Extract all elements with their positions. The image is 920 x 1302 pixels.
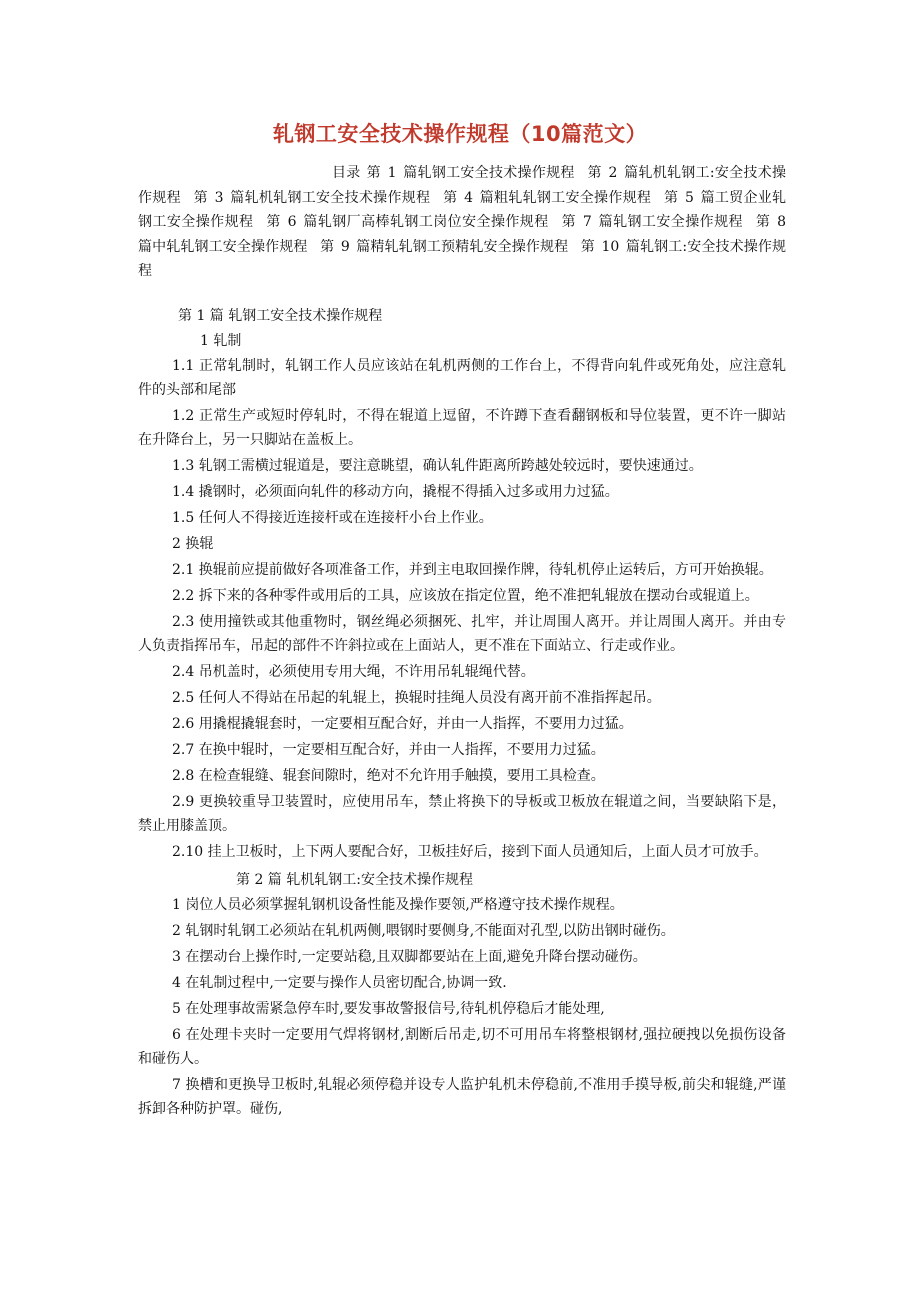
paragraph: 1.3 轧钢工需横过辊道是，要注意眺望，确认轧件距离所跨越处较远时，要快速通过。 [172, 458, 703, 474]
toc-entry-8: 第 8 篇中轧轧钢工安全操作规程 [138, 214, 787, 255]
paragraph: 7 换槽和更换导卫板时,轧辊必须停稳并设专人监护轧机未停稳前,不准用手摸导板,前尖和辊缝,严谨拆卸各种防护罩。碰伤, [138, 1077, 786, 1117]
toc-entry-10: 第 10 篇轧钢工:安全技术操作规程 [138, 238, 786, 279]
paragraph: 2 轧钢时轧钢工必须站在轧机两侧,喂钢时要侧身,不能面对孔型,以防出钢时碰伤。 [172, 923, 675, 939]
paragraph: 2.9 更换较重导卫装置时，应使用吊车，禁止将换下的导板或卫板放在辊道之间，当要缺陷下是，禁止用膝盖顶。 [138, 794, 786, 834]
table-of-contents [138, 161, 786, 284]
paragraph: 2.10 挂上卫板时，上下两人要配合好，卫板挂好后，接到下面人员通知后，上面人员才可放手。 [172, 844, 768, 860]
chapter-2-heading: 第 2 篇 轧机轧钢工:安全技术操作规程 [236, 872, 473, 888]
toc-entry-6: 第 6 篇轧钢厂高棒轧钢工岗位安全操作规程 [266, 214, 549, 230]
toc-entry-9: 第 9 篇精轧轧钢工预精轧安全操作规程 [320, 238, 569, 255]
paragraph: 2.3 使用撞铁或其他重物时，钢丝绳必须捆死、扎牢，并让周围人离开。并让周围人离开。并由专人负责指挥吊车，吊起的部件不许斜拉或在上面站人，更不准在下面站立、行走或作业。 [138, 614, 786, 654]
paragraph: 2.7 在换中辊时，一定要相互配合好，并由一人指挥，不要用力过猛。 [172, 742, 605, 758]
toc-entry-7: 第 7 篇轧钢工安全操作规程 [561, 214, 743, 230]
section-heading: 2 换辊 [172, 536, 214, 552]
paragraph: 1.2 正常生产或短时停轧时，不得在辊道上逗留，不许蹲下查看翻钢板和导位装置，更不许一脚站在升降台上，另一只脚站在盖板上。 [138, 408, 786, 448]
chapter-1-heading: 第 1 篇 轧钢工安全技术操作规程 [178, 308, 383, 324]
paragraph: 2.6 用撬棍撬辊套时，一定要相互配合好，并由一人指挥，不要用力过猛。 [172, 716, 633, 732]
paragraph: 2.2 拆下来的各种零件或用后的工具，应该放在指定位置，绝不准把轧辊放在摆动台或辊道上。 [172, 588, 759, 604]
paragraph: 2.5 任何人不得站在吊起的轧辊上，换辊时挂绳人员没有离开前不准指挥起吊。 [172, 690, 661, 706]
toc-entry-2: 第 2 篇轧机轧钢工:安全技术操作规程 [138, 165, 787, 206]
paragraph: 5 在处理事故需紧急停车时,要发事故警报信号,待轧机停稳后才能处理, [172, 1001, 605, 1017]
document-body [138, 304, 786, 1123]
paragraph: 1.5 任何人不得接近连接杆或在连接杆小台上作业。 [172, 510, 493, 526]
paragraph: 2.1 换辊前应提前做好各项准备工作，并到主电取回操作牌，待轧机停止运转后，方可开始换辊。 [172, 562, 773, 578]
paragraph: 6 在处理卡夹时一定要用气焊将钢材,割断后吊走,切不可用吊车将整根钢材,强拉硬拽以免损伤设备和碰伤人。 [138, 1027, 786, 1067]
toc-label: 目录 [332, 165, 361, 181]
paragraph: 2.8 在检查辊缝、辊套间隙时，绝对不允许用手触摸，要用工具检查。 [172, 768, 605, 784]
section-heading: 1 轧制 [200, 333, 242, 349]
paragraph: 1.4 撬钢时，必须面向轧件的移动方向，撬棍不得插入过多或用力过猛。 [172, 484, 619, 500]
paragraph: 1 岗位人员必须掌握轧钢机设备性能及操作要领,严格遵守技术操作规程。 [172, 897, 624, 913]
paragraph: 1.1 正常轧制时，轧钢工作人员应该站在轧机两侧的工作台上，不得背向轧件或死角处，应注意轧件的头部和尾部 [138, 358, 786, 398]
paragraph: 3 在摆动台上操作时,一定要站稳,且双脚都要站在上面,避免升降台摆动碰伤。 [172, 949, 647, 965]
toc-entry-5: 第 5 篇工贸企业轧钢工安全操作规程 [138, 189, 787, 230]
toc-entry-1: 第 1 篇轧钢工安全技术操作规程 [366, 165, 575, 181]
paragraph: 2.4 吊机盖时，必须使用专用大绳，不许用吊轧辊绳代替。 [172, 664, 535, 680]
toc-entry-3: 第 3 篇轧机轧钢工安全技术操作规程 [193, 189, 431, 206]
paragraph: 4 在轧制过程中,一定要与操作人员密切配合,协调一致. [172, 975, 507, 991]
document-title: 轧钢工安全技术操作规程（10篇范文） [272, 122, 648, 146]
toc-entry-4: 第 4 篇粗轧轧钢工安全操作规程 [443, 189, 652, 206]
